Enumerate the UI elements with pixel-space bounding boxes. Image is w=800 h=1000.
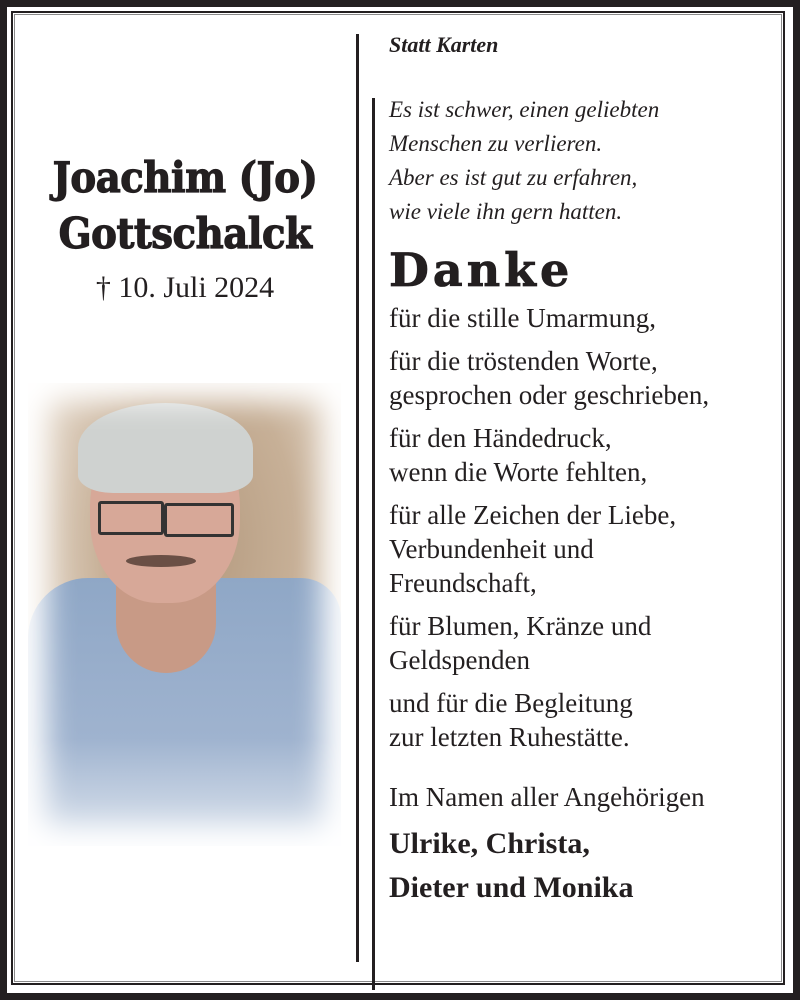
thanks-column [389, 30, 779, 910]
signer-line: Dieter und Monika [389, 871, 634, 904]
thanks-line: für Blumen, Kränze und [389, 611, 652, 641]
deceased-first-name: Joachim (Jo) [52, 153, 318, 202]
death-date: † 10. Juli 2024 [95, 271, 275, 304]
column-divider-primary [356, 34, 359, 962]
thanks-item [389, 301, 779, 335]
thanks-line: für den Händedruck, [389, 423, 612, 453]
thanks-line: Geldspenden [389, 645, 530, 675]
thanks-line: für die stille Umarmung, [389, 303, 656, 333]
thanks-item [389, 498, 779, 600]
signoff-text: Im Namen aller Angehörigen [389, 782, 705, 812]
poem [389, 93, 779, 229]
poem-line: Aber es ist gut zu erfahren, [389, 165, 638, 190]
poem-line: Es ist schwer, einen geliebten [389, 97, 660, 122]
statt-karten-heading: Statt Karten [389, 32, 499, 57]
thanks-line: für die tröstenden Worte, [389, 346, 658, 376]
signer-line: Ulrike, Christa, [389, 827, 590, 860]
thanks-line: zur letzten Ruhestätte. [389, 722, 630, 752]
deceased-last-name: Gottschalck [58, 209, 312, 258]
thanks-line: und für die Begleitung [389, 688, 633, 718]
thanks-item [389, 344, 779, 412]
thanks-item [389, 609, 779, 677]
thanks-item [389, 421, 779, 489]
column-divider-secondary [372, 98, 375, 990]
thanks-list [389, 301, 779, 754]
thanks-line: für alle Zeichen der Liebe, [389, 500, 677, 530]
thanks-line: Verbundenheit und [389, 534, 594, 564]
thanks-line: wenn die Worte fehlten, [389, 457, 648, 487]
poem-line: wie viele ihn gern hatten. [389, 199, 623, 224]
poem-line: Menschen zu verlieren. [389, 131, 603, 156]
danke-heading: Danke [389, 243, 574, 297]
portrait-photo [28, 383, 341, 846]
signers [389, 822, 779, 910]
deceased-block [14, 150, 356, 308]
photo-vignette [28, 383, 341, 846]
thanks-line: gesprochen oder geschrieben, [389, 380, 710, 410]
thanks-item [389, 686, 779, 754]
thanks-line: Freundschaft, [389, 568, 537, 598]
